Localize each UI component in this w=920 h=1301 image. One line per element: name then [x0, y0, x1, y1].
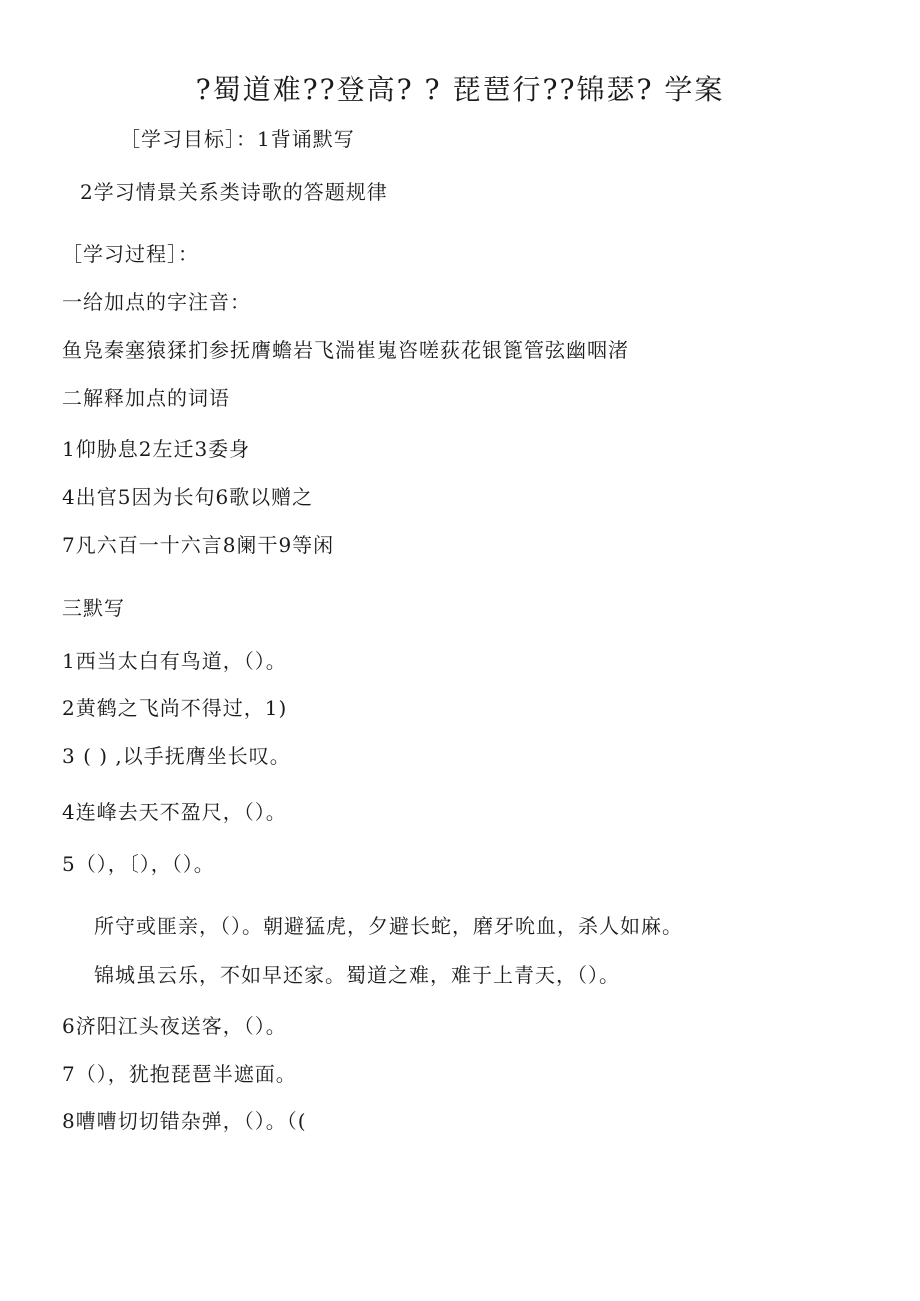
- dictation-item: 7（），犹抱琵琶半遮面。: [62, 1062, 297, 1086]
- section3-heading: 三默写: [62, 596, 125, 620]
- process-heading: ［学习过程］：: [62, 242, 199, 266]
- learning-goals-line2: 2学习情景关系类诗歌的答题规律: [80, 180, 388, 204]
- document-title: ?蜀道难??登高? ? 琵琶行??锦瑟? 学案: [195, 73, 725, 106]
- dictation-item: 3 ( ) ,以手抚膺坐长叹。: [62, 744, 291, 768]
- section2-row: 4出官5因为长句6歌以赠之: [62, 485, 314, 509]
- dictation-item: 4连峰去天不盈尺，（）。: [62, 800, 287, 824]
- dictation-item: 所守或匪亲，（）。朝避猛虎，夕避长蛇，磨牙吮血，杀人如麻。: [94, 914, 683, 938]
- section1-chars: 鱼凫秦塞猿猱扪参抚膺蟾岩飞湍崔嵬咨嗟荻花银篦管弦幽咽渚: [62, 338, 629, 362]
- section2-row: 7凡六百一十六言8阑干9等闲: [62, 533, 335, 557]
- dictation-item: 8嘈嘈切切错杂弹，（）。（(: [62, 1109, 307, 1133]
- dictation-item: 1西当太白有鸟道，（）。: [62, 649, 287, 673]
- section1-heading: 一给加点的字注音：: [62, 290, 251, 314]
- section2-heading: 二解释加点的词语: [62, 386, 230, 410]
- section2-row: 1仰胁息2左迁3委身: [62, 437, 251, 461]
- learning-goals-line1: ［学习目标］：1背诵默写: [120, 127, 355, 151]
- dictation-item: 锦城虽云乐，不如早还家。蜀道之难，难于上青天，（）。: [94, 963, 620, 987]
- dictation-item: 5（），〔），（）。: [62, 852, 215, 876]
- dictation-item: 2黄鹤之飞尚不得过，1): [62, 696, 288, 720]
- dictation-item: 6济阳江头夜送客，（）。: [62, 1014, 287, 1038]
